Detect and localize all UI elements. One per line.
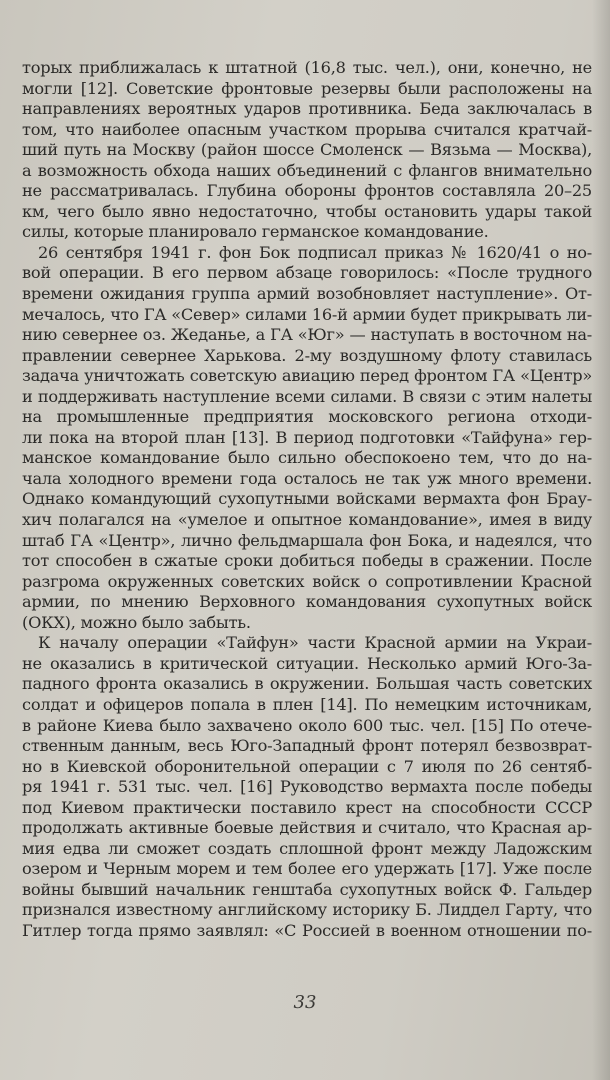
text-line: под Киевом практически поставило крест на способности СССР: [22, 797, 592, 817]
text-line: мечалось, что ГА «Север» силами 16-й армии будет прикрывать ли-: [22, 304, 592, 324]
text-line: Гитлер тогда прямо заявлял: «С Россией в военном отношении по-: [22, 920, 592, 940]
text-line: ли пока на второй план [13]. В период подготовки «Тайфуна» гер-: [22, 427, 592, 447]
text-line: тот способен в сжатые сроки добиться победы в сражении. После: [22, 551, 592, 571]
text-line: задача уничтожать советскую авиацию перед фронтом ГА «Центр»: [22, 366, 592, 386]
text-line: ря 1941 г. 531 тыс. чел. [16] Руководство вермахта после победы: [22, 777, 592, 797]
text-line: торых приближалась к штатной (16,8 тыс. чел.), они, конечно, не: [22, 58, 592, 77]
text-line: войны бывший начальник генштаба сухопутных войск Ф. Гальдер: [22, 879, 592, 899]
text-line: К началу операции «Тайфун» части Красной армии на Украи-: [38, 633, 592, 653]
text-line: могли [12]. Советские фронтовые резервы были расположены на: [22, 78, 592, 98]
text-line: 26 сентября 1941 г. фон Бок подписал приказ № 1620/41 о но-: [38, 242, 592, 262]
text-line: Однако командующий сухопутными войсками вермахта фон Брау-: [22, 489, 592, 509]
text-line: (ОКХ), можно было забыть.: [22, 612, 251, 632]
text-line: озером и Черным морем и тем более его удержать [17]. Уже после: [22, 859, 592, 879]
text-line: мия едва ли сможет создать сплошной фронт между Ладожским: [22, 838, 592, 858]
text-line: направлениях вероятных ударов противника. Беда заключалась в: [22, 99, 592, 119]
text-line: не оказались в критической ситуации. Несколько армий Юго-За-: [22, 653, 592, 673]
text-line: нию севернее оз. Жеданье, а ГА «Юг» — наступать в восточном на-: [22, 325, 592, 345]
text-line: ственным данным, весь Юго-Западный фронт потерял безвозврат-: [22, 736, 592, 756]
text-line: не рассматривалась. Глубина обороны фронтов составляла 20–25: [22, 181, 592, 201]
text-line: признался известному английскому историку Б. Лиддел Гарту, что: [22, 900, 592, 920]
text-line: том, что наиболее опасным участком прорыва считался кратчай-: [22, 119, 592, 139]
text-line: а возможность обхода наших объединений с флангов внимательно: [22, 160, 592, 180]
text-line: солдат и офицеров попала в плен [14]. По немецким источникам,: [22, 694, 592, 714]
text-line: но в Киевской оборонительной операции с 7 июля по 26 сентяб-: [22, 756, 592, 776]
text-line: армии, по мнению Верховного командования сухопутных войск: [22, 592, 592, 612]
text-line: манское командование было сильно обеспокоено тем, что до на-: [22, 448, 592, 468]
page-edge-shadow: [592, 0, 610, 1080]
text-line: в районе Киева было захвачено около 600 тыс. чел. [15] По отече-: [22, 715, 592, 735]
text-line: хич полагался на «умелое и опытное командование», имея в виду: [22, 510, 592, 530]
text-line: вой операции. В его первом абзаце говорилось: «После трудного: [22, 263, 592, 283]
text-line: падного фронта оказались в окружении. Большая часть советских: [22, 674, 592, 694]
page-number: 33: [293, 992, 317, 1013]
text-line: силы, которые планировало германское командование.: [22, 222, 489, 242]
text-line: чала холодного времени года осталось не так уж много времени.: [22, 468, 592, 488]
text-line: ший путь на Москву (район шоссе Смоленск — Вязьма — Москва),: [22, 140, 592, 160]
text-line: времени ожидания группа армий возобновляет наступление». От-: [22, 284, 592, 304]
text-line: и поддерживать наступление всеми силами. В связи с этим налеты: [22, 386, 592, 406]
text-line: на промышленные предприятия московского региона отходи-: [22, 407, 592, 427]
text-line: разгрома окруженных советских войск о сопротивлении Красной: [22, 571, 592, 591]
text-line: правлении севернее Харькова. 2-му воздушному флоту ставилась: [22, 345, 592, 365]
text-line: продолжать активные боевые действия и считало, что Красная ар-: [22, 818, 592, 838]
text-line: км, чего было явно недостаточно, чтобы остановить удары такой: [22, 201, 592, 221]
text-line: штаб ГА «Центр», лично фельдмаршала фон Бока, и надеялся, что: [22, 530, 592, 550]
body-text: [22, 58, 592, 942]
